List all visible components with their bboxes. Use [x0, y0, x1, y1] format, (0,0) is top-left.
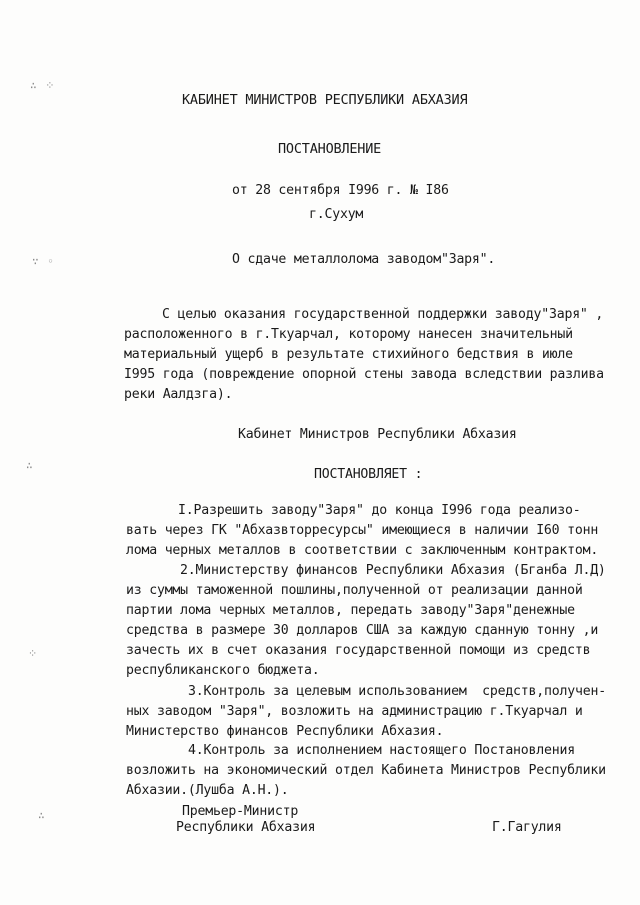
point-3-line: 3.Контроль за целевым использованием средств,получен-: [188, 684, 606, 699]
margin-mark-icon: ⁘: [28, 647, 39, 660]
point-1-line: вать через ГК "Абхазвторресурсы" имеющиеся в наличии I60 тонн: [126, 523, 599, 538]
document-type: ПОСТАНОВЛЕНИЕ: [278, 141, 382, 157]
point-1-line: I.Разрешить заводу"Заря" до конца I996 года реализо-: [178, 503, 581, 518]
margin-mark-icon: ∴: [26, 459, 34, 472]
point-3-line: Министерство финансов Республики Абхазия.: [126, 724, 444, 739]
date-number: от 28 сентября I996 г. № I86: [232, 183, 449, 198]
point-2-line: зачесть их в счет оказания государственной помощи из средств: [126, 643, 591, 658]
point-4-line: Абхазии.(Лушба А.Н.).: [126, 783, 289, 798]
point-2-line: 2.Министерству финансов Республики Абхазия (Бганба Л.Д): [180, 563, 606, 578]
preamble-line: I995 года (повреждение опорной стены завода вследствии разлива: [124, 367, 604, 382]
point-2-line: партии лома черных металлов, передать заводу"Заря"денежные: [126, 603, 575, 618]
city: г.Сухум: [309, 207, 364, 222]
point-3-line: ных заводом "Заря", возложить на администрацию г.Ткуарчал и: [126, 704, 583, 719]
preamble-line: материальный ущерб в результате стихийного бедствия в июле: [124, 347, 573, 362]
subject: О сдаче металлолома заводом"Заря".: [232, 252, 496, 267]
margin-mark-icon: ∴ ⁘: [30, 79, 56, 92]
authority: Кабинет Министров Республики Абхазия: [238, 427, 517, 442]
signatory-title: Республики Абхазия: [176, 820, 316, 835]
margin-mark-icon: ∴: [38, 809, 46, 822]
resolves: ПОСТАНОВЛЯЕТ :: [314, 467, 423, 482]
signatory-title: Премьер-Министр: [182, 804, 299, 819]
preamble-line: расположенного в г.Ткуарчал, которому нанесен значительный: [124, 327, 573, 342]
preamble-line: С целью оказания государственной поддержки заводу"Заря" ,: [162, 307, 604, 322]
signatory-name: Г.Гагулия: [492, 820, 562, 835]
point-4-line: возложить на экономический отдел Кабинета Министров Республики: [126, 763, 606, 778]
cabinet-heading: КАБИНЕТ МИНИСТРОВ РЕСПУБЛИКИ АБХАЗИЯ: [182, 92, 468, 108]
point-2-line: из суммы таможенной пошлины,полученной от реализации данной: [126, 583, 583, 598]
point-2-line: средства в размере 30 долларов США за каждую сданную тонну ,и: [126, 623, 599, 638]
point-4-line: 4.Контроль за исполнением настоящего Постановления: [188, 743, 575, 758]
preamble-line: реки Аалдзга).: [124, 387, 233, 402]
point-1-line: лома черных металлов в соответствии с заключенным контрактом.: [126, 543, 599, 558]
point-2-line: республиканского бюджета.: [126, 663, 320, 678]
margin-mark-icon: ∵ ◦: [32, 255, 55, 268]
